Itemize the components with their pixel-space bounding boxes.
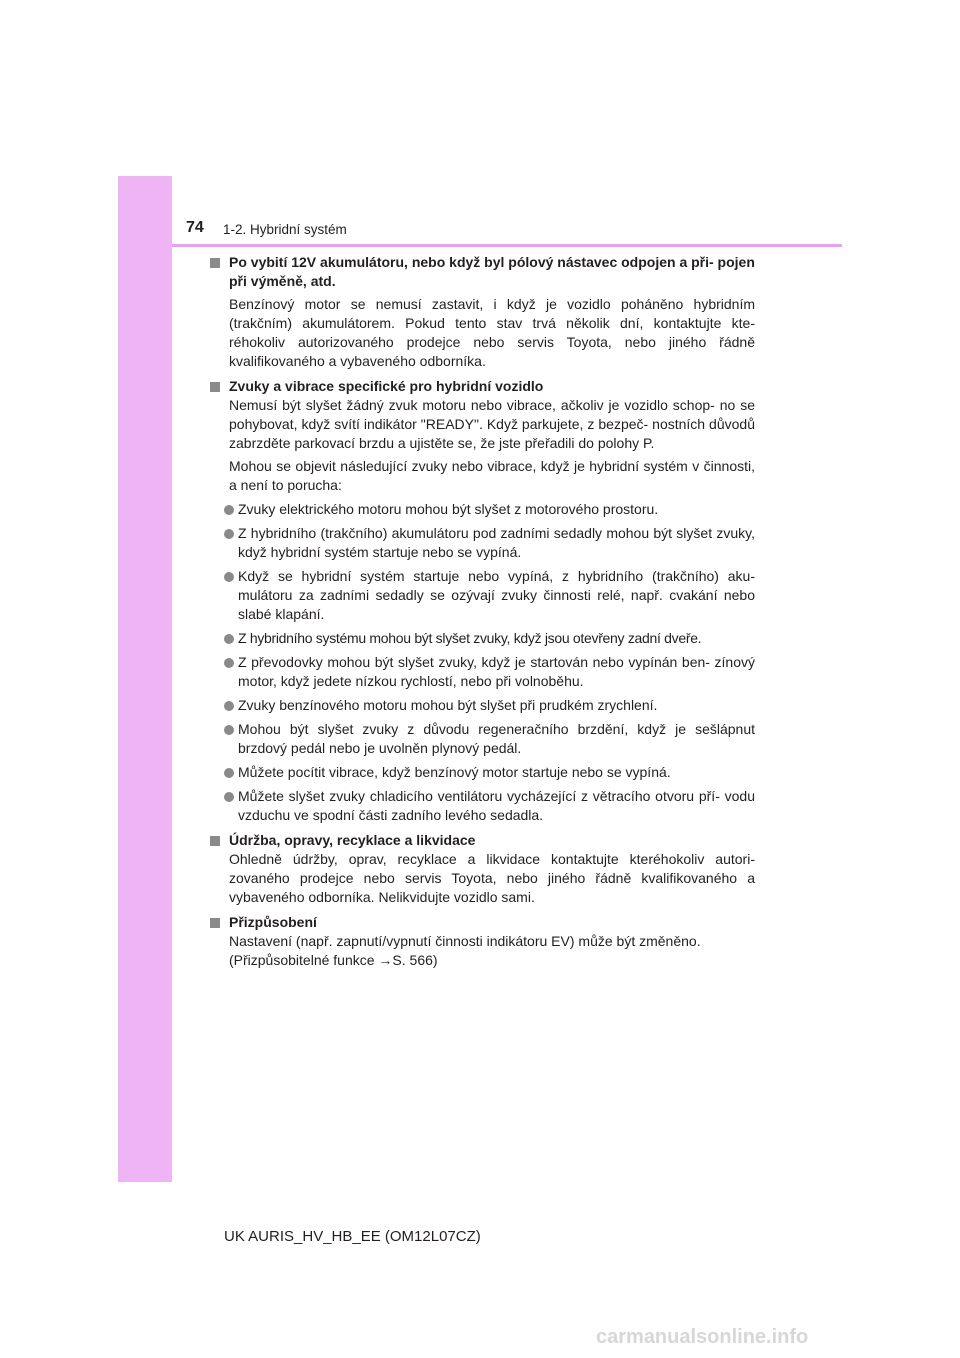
list-item: Zvuky elektrického motoru mohou být slyšet z motorového prostoru.	[209, 500, 755, 519]
section-paragraph: Nastavení (např. zapnutí/vypnutí činnosti indikátoru EV) může být změněno.	[229, 933, 701, 949]
circle-bullet-icon	[224, 634, 234, 644]
circle-bullet-icon	[224, 505, 234, 515]
section-title: 1-2. Hybridní systém	[223, 222, 347, 237]
list-item: Můžete pocítit vibrace, když benzínový motor startuje nebo se vypíná.	[209, 763, 755, 782]
section-heading: Zvuky a vibrace specifické pro hybridní vozidlo	[209, 377, 755, 396]
section-paragraph: Benzínový motor se nemusí zastavit, i když je vozidlo poháněno hybridním (trakčním) akumulátorem. Pokud tento stav trvá několik dní, kontaktujte kte- réhokoliv autorizovaného prodejce nebo servis Toyota, nebo jiného řádně kvalifikovaného a vybaveného odborníka.	[229, 296, 755, 369]
page-number: 74	[186, 219, 204, 236]
list-item: Z hybridního (trakčního) akumulátoru pod zadními sedadly mohou být slyšet zvuky, když hybridní systém startuje nebo se vypíná.	[209, 524, 755, 562]
circle-bullet-icon	[224, 658, 234, 668]
section-paragraph: Nemusí být slyšet žádný zvuk motoru nebo vibrace, ačkoliv je vozidlo schop- no se pohybovat, když svítí indikátor "READY". Když parkujete, z bezpeč- nostních důvodů zabrzděte parkovací brzdu a ujistěte se, že jste přeřadili do polohy P.	[229, 397, 755, 451]
circle-bullet-icon	[224, 529, 234, 539]
header-rule	[172, 244, 842, 247]
circle-bullet-icon	[224, 572, 234, 582]
square-bullet-icon	[210, 918, 220, 928]
section-heading: Po vybití 12V akumulátoru, nebo když byl pólový nástavec odpojen a při- pojen při výměně, atd.	[209, 253, 755, 291]
square-bullet-icon	[210, 258, 220, 268]
section-paragraph: Mohou se objevit následující zvuky nebo vibrace, když je hybridní systém v činnosti, a není to porucha:	[229, 458, 755, 493]
list-item: Z hybridního systému mohou být slyšet zvuky, když jsou otevřeny zadní dveře.	[209, 629, 755, 648]
list-item: Můžete slyšet zvuky chladicího ventilátoru vycházející z větracího otvoru pří- vodu vzduchu ve spodní části zadního levého sedadla.	[209, 787, 755, 825]
circle-bullet-icon	[224, 725, 234, 735]
watermark: carmanualsonline.info	[596, 1326, 809, 1348]
section-heading: Údržba, opravy, recyklace a likvidace	[209, 831, 755, 850]
circle-bullet-icon	[224, 792, 234, 802]
section-paragraph: Ohledně údržby, oprav, recyklace a likvidace kontaktujte kteréhokoliv autori- zovaného prodejce nebo servis Toyota, nebo jiného řádně kvalifikovaného a vybaveného odborníka. Nelikvidujte vozidlo sami.	[229, 851, 755, 905]
list-item: Zvuky benzínového motoru mohou být slyšet při prudkém zrychlení.	[209, 696, 755, 715]
footer-model-code: UK AURIS_HV_HB_EE (OM12L07CZ)	[224, 1228, 481, 1245]
square-bullet-icon	[210, 836, 220, 846]
list-item: Z převodovky mohou být slyšet zvuky, když je startován nebo vypínán ben- zínový motor, když jedete nízkou rychlostí, nebo při volnoběhu.	[209, 653, 755, 691]
list-item: Když se hybridní systém startuje nebo vypíná, z hybridního (trakčního) aku- mulátoru za zadními sedadly se ozývají zvuky činnosti relé, např. cvakání nebo slabé klapání.	[209, 567, 755, 624]
chapter-sidebar-tab	[118, 176, 172, 1182]
circle-bullet-icon	[224, 768, 234, 778]
page-reference: (Přizpůsobitelné funkce →S. 566)	[229, 952, 438, 968]
circle-bullet-icon	[224, 701, 234, 711]
list-item: Mohou být slyšet zvuky z důvodu regeneračního brzdění, když je sešlápnut brzdový pedál nebo je uvolněn plynový pedál.	[209, 720, 755, 758]
square-bullet-icon	[210, 382, 220, 392]
page-content	[209, 253, 755, 970]
section-heading: Přizpůsobení	[209, 913, 755, 932]
